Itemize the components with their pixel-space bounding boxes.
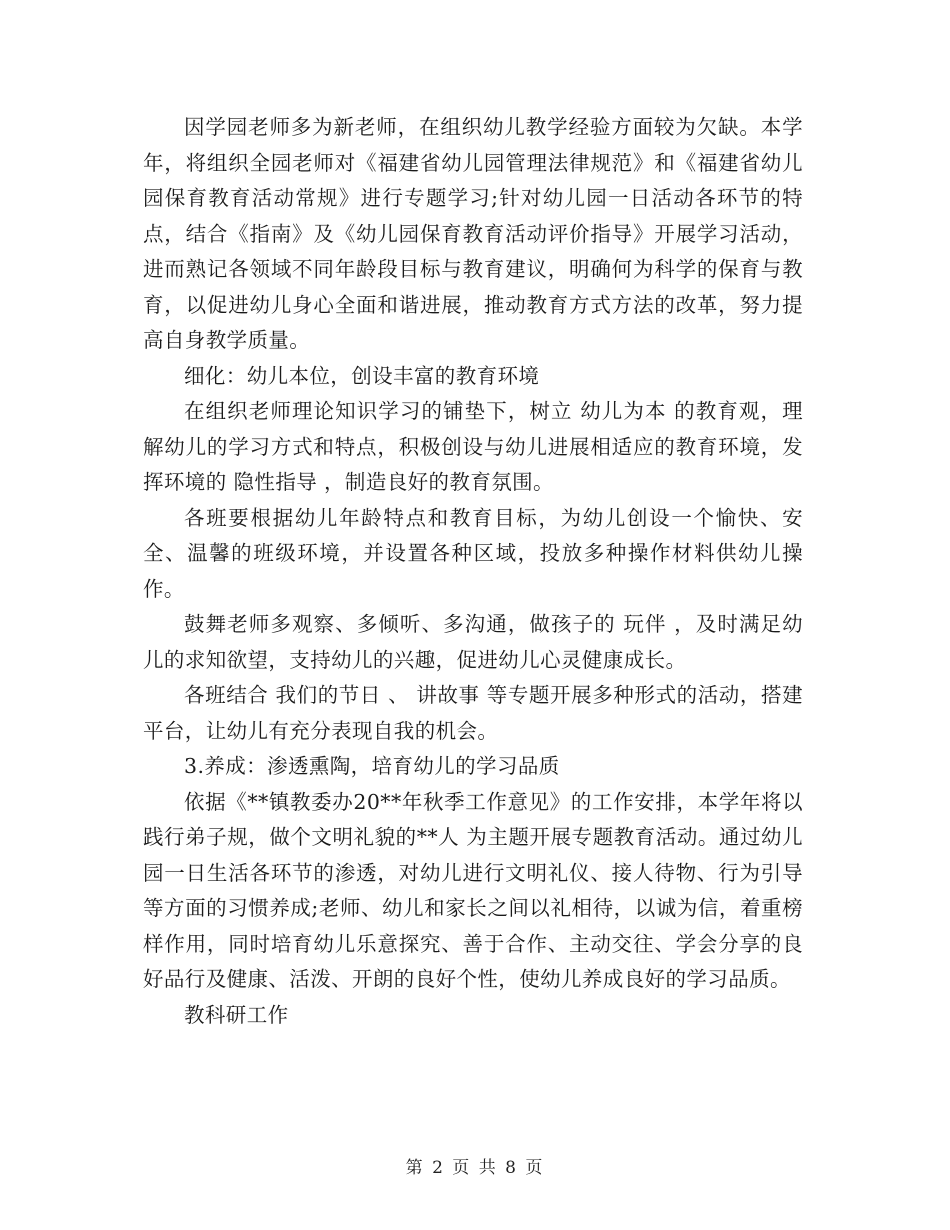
paragraph-class-activities: 各班结合 我们的节日 、 讲故事 等专题开展多种形式的活动，搭建平台，让幼儿有充分表现自我的机会。: [143, 683, 803, 743]
paragraph-encourage-teachers: 鼓舞老师多观察、多倾听、多沟通，做孩子的 玩伴 ，及时满足幼儿的求知欲望，支持幼儿的兴趣，促进幼儿心灵健康成长。: [143, 612, 803, 672]
paragraph-study-plan: 因学园老师多为新老师，在组织幼儿教学经验方面较为欠缺。本学年，将组织全园老师对《福建省幼儿园管理法律规范》和《福建省幼儿园保育教育活动常规》进行专题学习;针对幼儿园一日活动各环节的特点，结合《指南》及《幼儿园保育教育活动评价指导》开展学习活动，进而熟记各领域不同年龄段目标与教育建议，明确何为科学的保育与教育，以促进幼儿身心全面和谐进展，推动教育方式方法的改革，努力提高自身教学质量。: [143, 115, 803, 352]
paragraph-etiquette-education: 依据《**镇教委办20**年秋季工作意见》的工作安排，本学年将以 践行弟子规，做个文明礼貌的**人 为主题开展专题教育活动。通过幼儿园一日生活各环节的渗透，对幼儿进行文明礼仪、接人待物、行为引导等方面的习惯养成;老师、幼儿和家长之间以礼相待，以诚为信，着重榜样作用，同时培育幼儿乐意探究、善于合作、主动交往、学会分享的良好品行及健康、活泼、开朗的良好个性，使幼儿养成良好的学习品质。: [143, 789, 803, 991]
paragraph-class-environment: 各班要根据幼儿年龄特点和教育目标，为幼儿创设一个愉快、安全、温馨的班级环境，并设置各种区域，投放多种操作材料供幼儿操作。: [143, 505, 803, 601]
heading-refinement: 细化：幼儿本位，创设丰富的教育环境: [184, 363, 540, 388]
page-number-footer: 第 2 页 共 8 页: [405, 1158, 545, 1178]
heading-research-work: 教科研工作: [184, 1002, 289, 1027]
heading-cultivation: 3.养成：渗透熏陶，培育幼儿的学习品质: [184, 754, 560, 778]
document-body: [143, 110, 803, 1033]
paragraph-environment: 在组织老师理论知识学习的铺垫下，树立 幼儿为本 的教育观，理解幼儿的学习方式和特点，积极创设与幼儿进展相适应的教育环境，发挥环境的 隐性指导 ，制造良好的教育氛围。: [143, 399, 803, 494]
